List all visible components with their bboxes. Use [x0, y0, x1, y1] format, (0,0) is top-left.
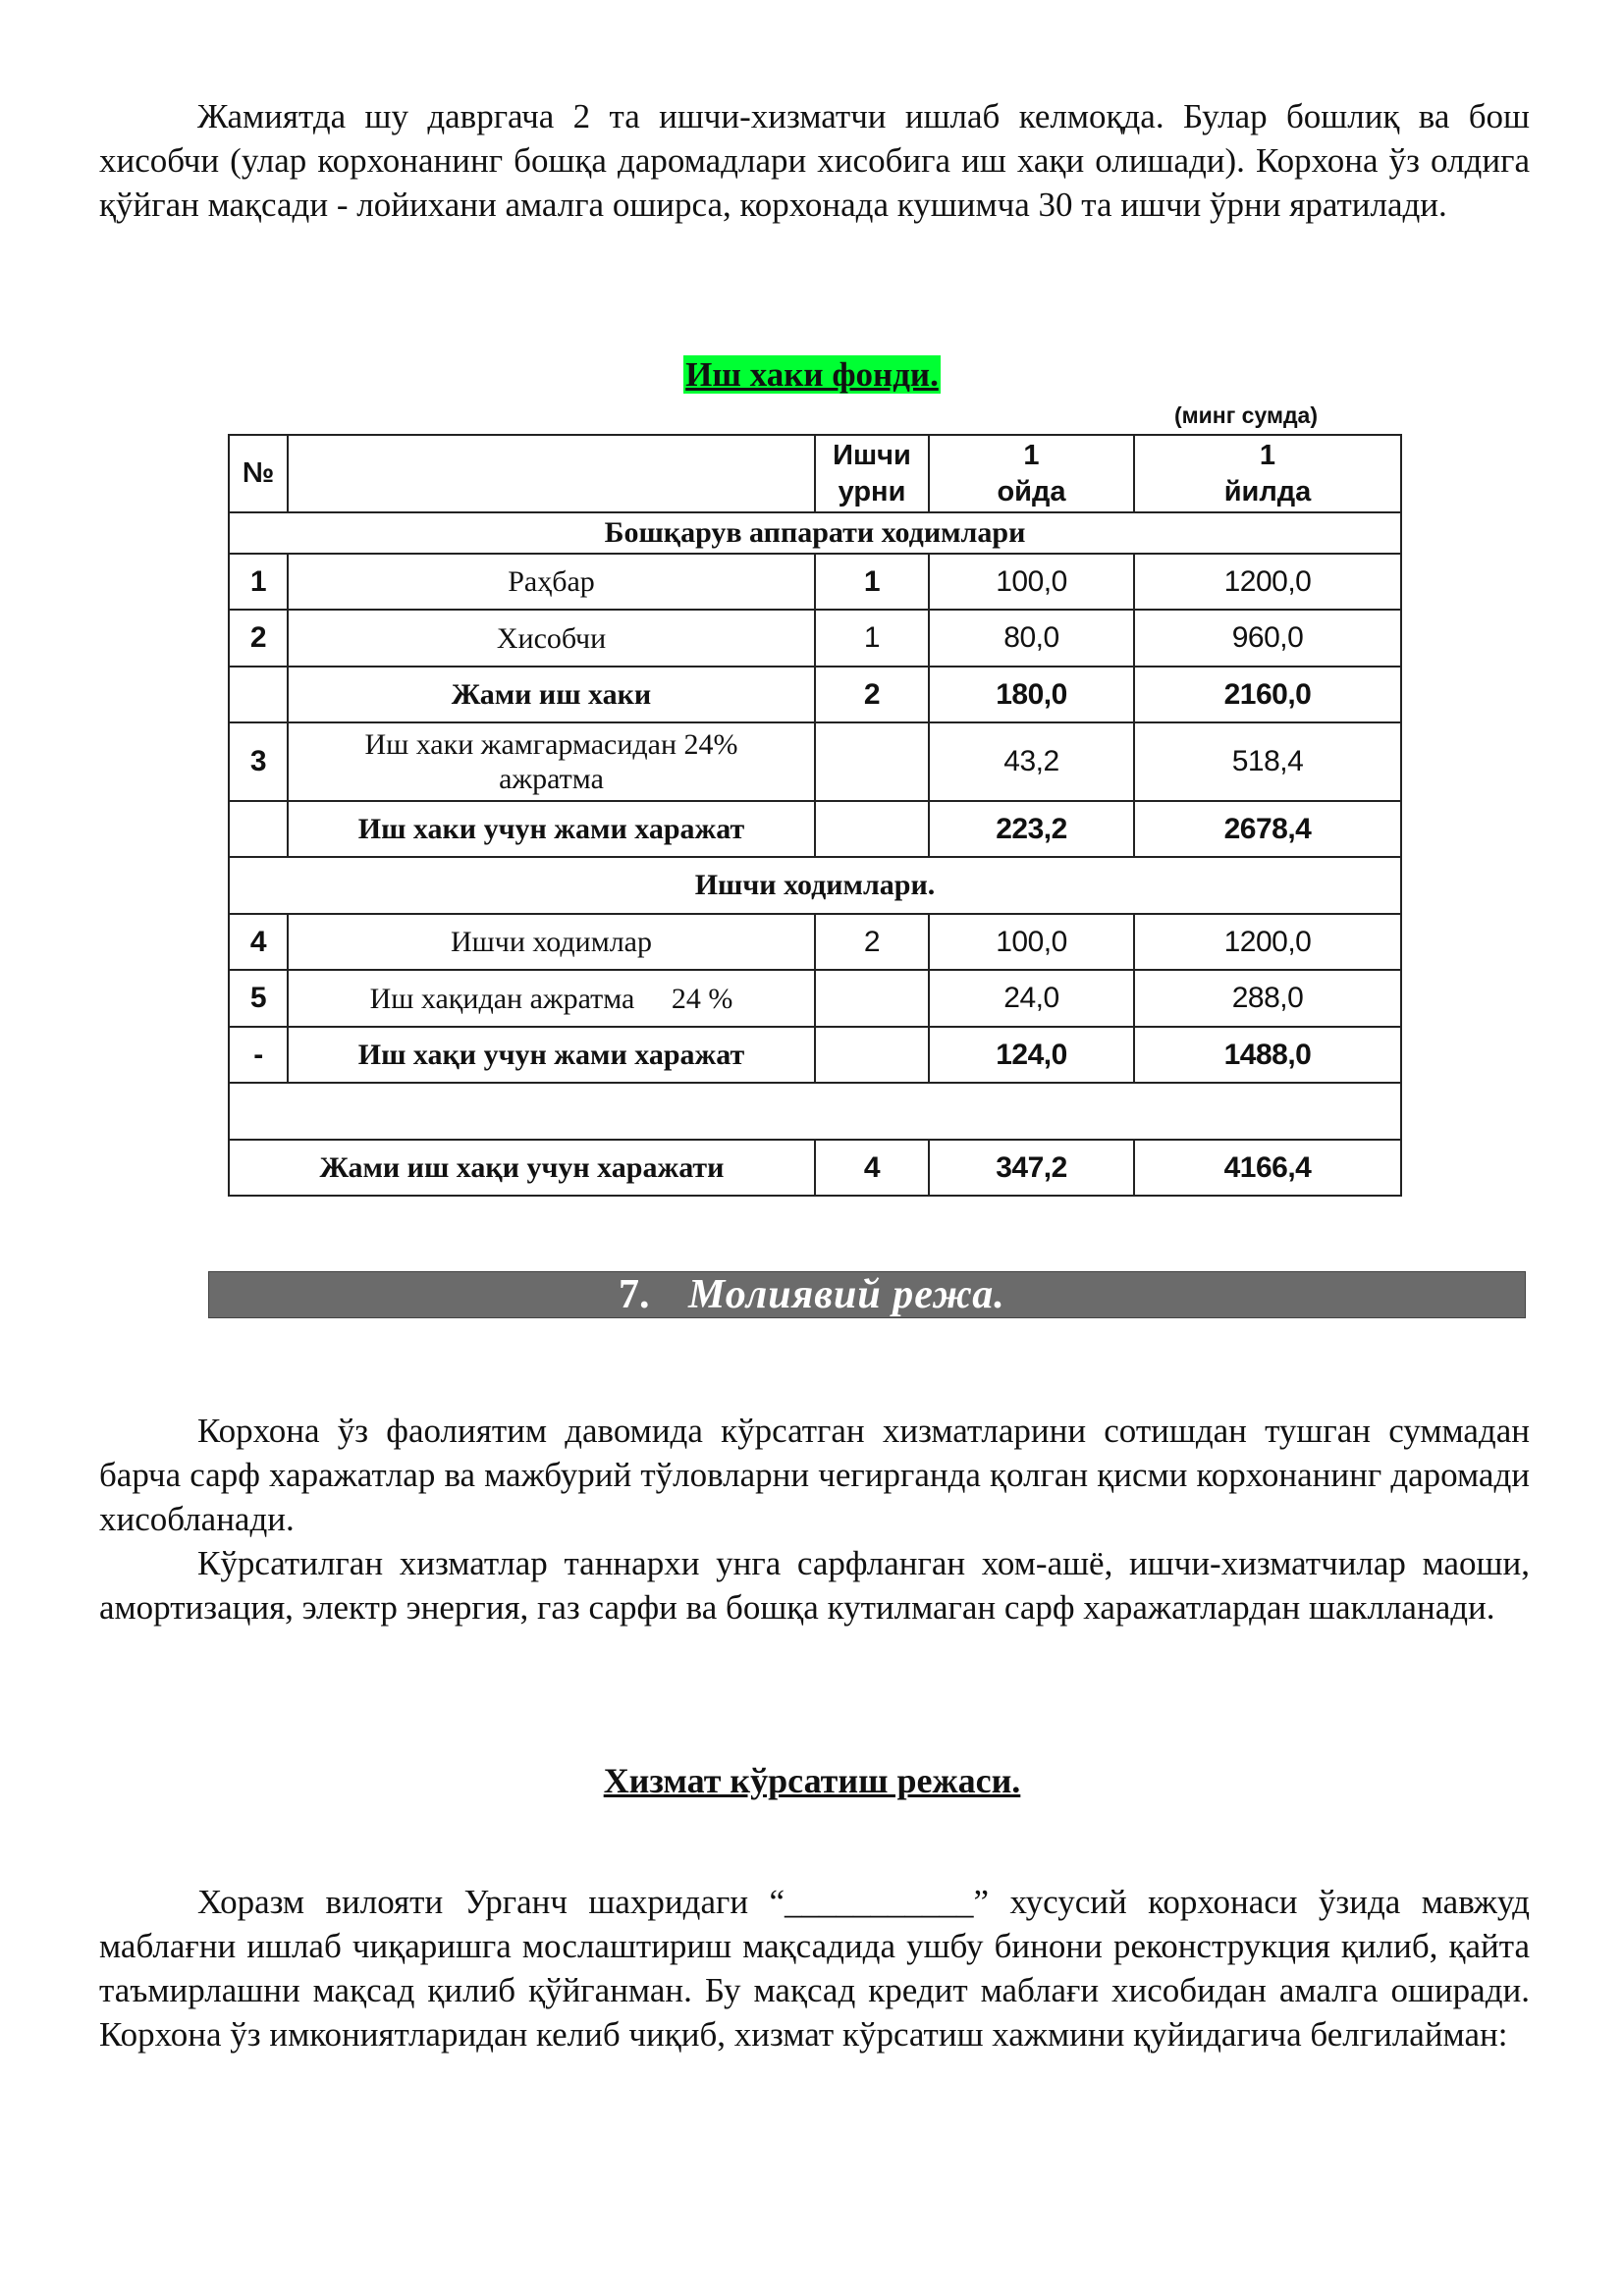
- cell-year: 1200,0: [1134, 554, 1401, 610]
- table-row: [229, 914, 1401, 970]
- service-plan-title: Хизмат кўрсатиш режаси.: [603, 1761, 1021, 1800]
- header-workers: Ишчи урни: [815, 435, 929, 512]
- cell-year: 288,0: [1134, 970, 1401, 1027]
- salary-fund-table: [228, 434, 1402, 1197]
- cell-month: 80,0: [929, 610, 1134, 667]
- cell-workers: 2: [815, 667, 929, 722]
- spacer-row: [229, 1083, 1401, 1140]
- empty-cell: [229, 1083, 1401, 1140]
- cell-name: Иш хаки учун жами харажат: [288, 801, 815, 857]
- table-row: [229, 970, 1401, 1027]
- cell-no: 5: [229, 970, 288, 1027]
- cell-name: Ишчи ходимлар: [288, 914, 815, 970]
- section-heading-financial-plan: [208, 1271, 1526, 1318]
- cell-month: 24,0: [929, 970, 1134, 1027]
- total-row: [229, 1140, 1401, 1196]
- cell-name: Иш хаки жамгармасидан 24% ажратма: [288, 722, 815, 801]
- cell-year: 1200,0: [1134, 914, 1401, 970]
- table-row: [229, 722, 1401, 801]
- cell-month: 43,2: [929, 722, 1134, 801]
- service-paragraph: Хоразм вилояти Урганч шахридаги “___________” хусусий корхонаси ўзида мавжуд маблағни ишлаб чиқаришга мослаштириш мақсадида ушбу бинони реконструкция қилиб, қайта таъмирлашни мақсад қилиб қўйганман. Бу мақсад кредит маблағи хисобидан амалга оширади. Корхона ўз имкониятларидан келиб чиқиб, хизмат кўрсатиш хажмини қуйидагича белгилайман:: [99, 1883, 1530, 2054]
- total-workers: 4: [815, 1140, 929, 1196]
- cell-month: 180,0: [929, 667, 1134, 722]
- financial-paragraph-2: Кўрсатилган хизматлар таннархи унга сарфланган хом-ашё, ишчи-хизматчилар маоши, амортизация, электр энергия, газ сарфи ва бошқа кутилмаган сарф харажатлардан шаклланади.: [99, 1544, 1530, 1627]
- total-month: 347,2: [929, 1140, 1134, 1196]
- section-workers: Ишчи ходимлари.: [229, 857, 1401, 914]
- cell-workers: 1: [815, 554, 929, 610]
- cell-year: 2160,0: [1134, 667, 1401, 722]
- cell-workers: [815, 722, 929, 801]
- cell-workers: [815, 801, 929, 857]
- section-title: Молиявий режа.: [688, 1272, 1005, 1317]
- cell-no: -: [229, 1027, 288, 1083]
- header-no: №: [229, 435, 288, 512]
- section-management: Бошқарув аппарати ходимлари: [229, 512, 1401, 554]
- section-row: [229, 512, 1401, 554]
- cell-name: Раҳбар: [288, 554, 815, 610]
- cell-month: 100,0: [929, 554, 1134, 610]
- table-header-row: [229, 435, 1401, 512]
- cell-month: 124,0: [929, 1027, 1134, 1083]
- cell-workers: [815, 970, 929, 1027]
- cell-no: 3: [229, 722, 288, 801]
- cell-no: 2: [229, 610, 288, 667]
- cell-year: 1488,0: [1134, 1027, 1401, 1083]
- cell-workers: 1: [815, 610, 929, 667]
- table-row: [229, 667, 1401, 722]
- cell-year: 2678,4: [1134, 801, 1401, 857]
- cell-workers: [815, 1027, 929, 1083]
- total-name: Жами иш хақи учун харажати: [229, 1140, 815, 1196]
- cell-name: Жами иш хаки: [288, 667, 815, 722]
- cell-no: [229, 801, 288, 857]
- cell-name: Иш хақидан ажратма 24 %: [288, 970, 815, 1027]
- unit-note: (минг сумда): [1173, 402, 1319, 428]
- cell-month: 223,2: [929, 801, 1134, 857]
- section-number: 7.: [619, 1272, 650, 1317]
- header-name: [288, 435, 815, 512]
- financial-paragraph-1: Корхона ўз фаолиятим давомида кўрсатган хизматларини сотишдан тушган суммадан барча сарф харажатлар ва мажбурий тўловларни чегирганда қолган қисми корхонанинг даромади хисобланади.: [99, 1412, 1530, 1538]
- table-row: [229, 801, 1401, 857]
- cell-year: 960,0: [1134, 610, 1401, 667]
- cell-no: 4: [229, 914, 288, 970]
- cell-name: Иш хақи учун жами харажат: [288, 1027, 815, 1083]
- cell-workers: 2: [815, 914, 929, 970]
- fund-title: Иш хаки фонди.: [685, 355, 939, 394]
- cell-name: Хисобчи: [288, 610, 815, 667]
- section-row: [229, 857, 1401, 914]
- table-row: [229, 610, 1401, 667]
- total-year: 4166,4: [1134, 1140, 1401, 1196]
- cell-no: [229, 667, 288, 722]
- intro-paragraph: Жамиятда шу давргача 2 та ишчи-хизматчи ишлаб келмоқда. Булар бошлиқ ва бош хисобчи (улар корхонанинг бошқа даромадлари хисобига иш хақи олишади). Корхона ўз олдига қўйган мақсади - лойихани амалга оширса, корхонада кушимча 30 та ишчи ўрни яратилади.: [99, 97, 1530, 224]
- cell-no: 1: [229, 554, 288, 610]
- cell-year: 518,4: [1134, 722, 1401, 801]
- table-row: [229, 554, 1401, 610]
- cell-month: 100,0: [929, 914, 1134, 970]
- header-month: 1 ойда: [929, 435, 1134, 512]
- table-row: [229, 1027, 1401, 1083]
- header-year: 1 йилда: [1134, 435, 1401, 512]
